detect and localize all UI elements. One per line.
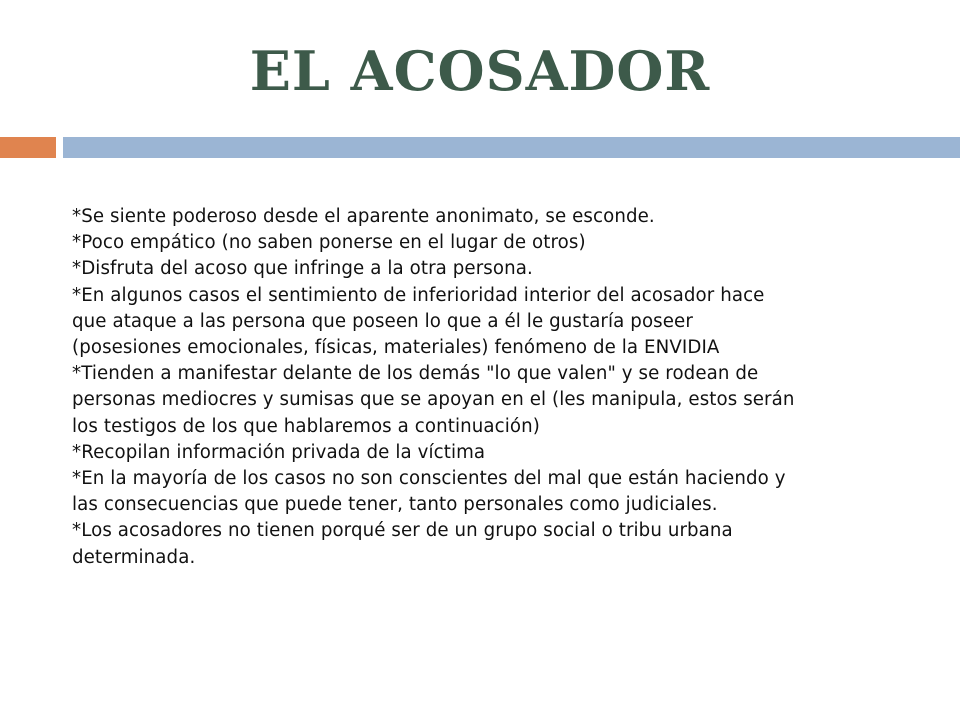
body-line: personas mediocres y sumisas que se apoyan en el (les manipula, estos serán <box>72 389 795 411</box>
body-line: *Tienden a manifestar delante de los demás "lo que valen" y se rodean de <box>72 363 759 385</box>
body-line: *En la mayoría de los casos no son conscientes del mal que están haciendo y <box>72 468 786 490</box>
body-line: *Disfruta del acoso que infringe a la otra persona. <box>72 258 533 280</box>
body-line: *Recopilan información privada de la víctima <box>72 441 486 463</box>
accent-bar-orange <box>0 137 56 158</box>
body-line: *Los acosadores no tienen porqué ser de un grupo social o tribu urbana <box>72 520 733 542</box>
body-line: los testigos de los que hablaremos a continuación) <box>72 415 540 437</box>
body-line: las consecuencias que puede tener, tanto personales como judiciales. <box>72 494 718 516</box>
body-line: *En algunos casos el sentimiento de inferioridad interior del acosador hace <box>72 284 765 306</box>
slide-body <box>72 204 902 571</box>
slide-title: EL ACOSADOR <box>249 39 711 103</box>
body-line: (posesiones emocionales, físicas, materiales) fenómeno de la ENVIDIA <box>72 337 720 359</box>
body-line: *Poco empático (no saben ponerse en el lugar de otros) <box>72 232 586 254</box>
body-line: que ataque a las persona que poseen lo que a él le gustaría poseer <box>72 310 693 332</box>
accent-bar-blue <box>63 137 960 158</box>
body-line: determinada. <box>72 546 196 568</box>
body-line: *Se siente poderoso desde el aparente anonimato, se esconde. <box>72 206 655 227</box>
